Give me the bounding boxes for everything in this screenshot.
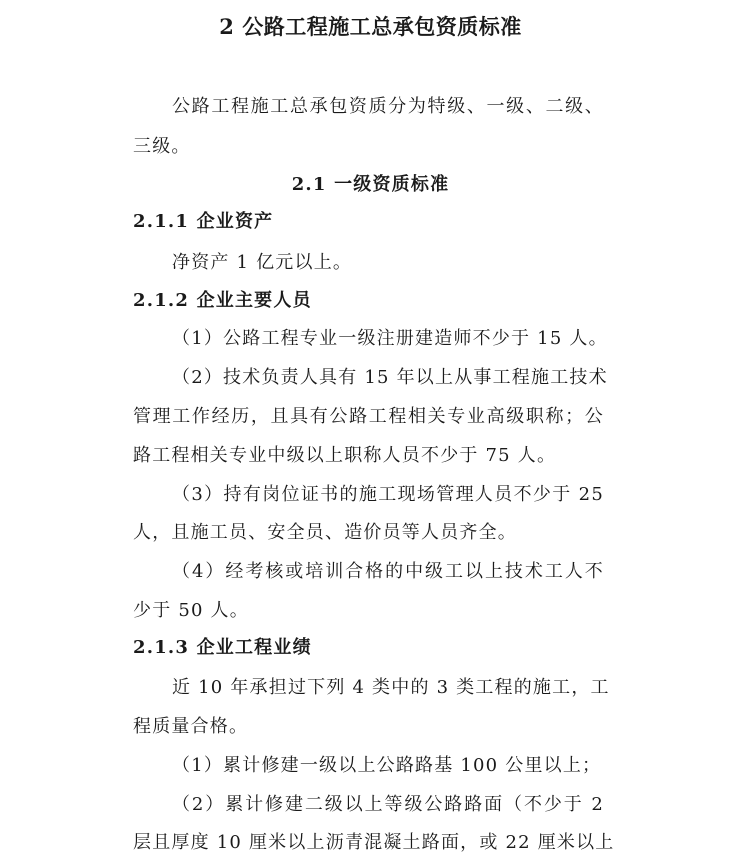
section-2-1-3-heading: 2.1.3 企业工程业绩	[133, 637, 312, 658]
personnel-item-2-line-1: （2）技术负责人具有 15 年以上从事工程施工技术	[172, 367, 608, 388]
personnel-item-2-line-2: 管理工作经历，且具有公路工程相关专业高级职称；公	[133, 406, 604, 427]
section-2-1-1-text: 净资产 1 亿元以上。	[172, 252, 353, 273]
personnel-item-1: （1）公路工程专业一级注册建造师不少于 15 人。	[172, 328, 608, 349]
personnel-item-4-line-2: 少于 50 人。	[133, 600, 249, 621]
section-2-1-1-heading: 2.1.1 企业资产	[133, 211, 274, 232]
intro-line-1: 公路工程施工总承包资质分为特级、一级、二级、	[172, 96, 604, 117]
performance-item-1: （1）累计修建一级以上公路路基 100 公里以上；	[172, 755, 602, 776]
personnel-item-2-line-3: 路工程相关专业中级以上职称人员不少于 75 人。	[133, 445, 557, 466]
performance-intro-line-2: 程质量合格。	[133, 716, 249, 737]
page-title: 2 公路工程施工总承包资质标准	[219, 14, 522, 39]
personnel-item-3-line-1: （3）持有岗位证书的施工现场管理人员不少于 25	[172, 484, 604, 505]
intro-line-2: 三级。	[133, 136, 191, 157]
section-2-1-heading: 2.1 一级资质标准	[291, 174, 450, 195]
personnel-item-3-line-2: 人，且施工员、安全员、造价员等人员齐全。	[133, 522, 517, 543]
section-2-1-2-heading: 2.1.2 企业主要人员	[133, 290, 312, 311]
personnel-item-4-line-1: （4）经考核或培训合格的中级工以上技术工人不	[172, 561, 604, 582]
performance-intro-line-1: 近 10 年承担过下列 4 类中的 3 类工程的施工，工	[172, 677, 610, 698]
performance-item-2-line-2: 层且厚度 10 厘米以上沥青混凝土路面，或 22 厘米以上	[133, 832, 615, 853]
performance-item-2-line-1: （2）累计修建二级以上等级公路路面（不少于 2	[172, 794, 604, 815]
